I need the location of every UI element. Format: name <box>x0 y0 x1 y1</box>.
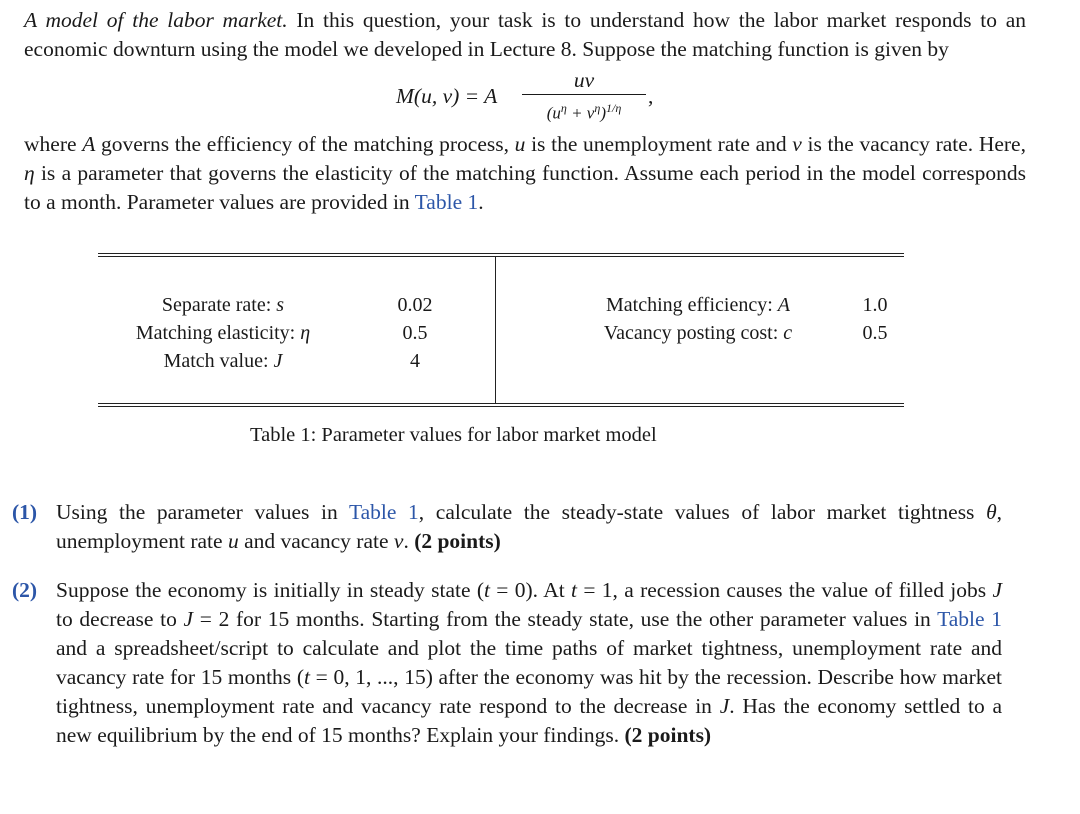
matching-function-equation <box>24 68 1026 130</box>
table-cell-value: 0.5 <box>402 322 428 344</box>
table-cell-label: Matching efficiency: A <box>605 294 790 316</box>
table-1-link[interactable]: Table 1 <box>937 607 1002 631</box>
question-text: Using the parameter values in Table 1, calculate the steady-state values of labor market tightness θ, unemployment rate u and vacancy rate v. (2 points) <box>56 500 1002 553</box>
equation-denominator: $(u^\eta + v^\eta)^{1/\eta}$ <box>546 101 622 123</box>
question-number: (1) <box>12 500 38 524</box>
table-1-link[interactable]: Table 1 <box>414 190 479 214</box>
document-page <box>24 6 1026 217</box>
table-cell-label: Match value: J <box>163 350 283 372</box>
intro-text: In this question, your task is to understand how the labor market responds to an economic downturn using the model we developed in Lecture 8. Suppose the matching function is given by <box>24 8 1026 61</box>
table-column-divider <box>495 257 496 403</box>
equation-numerator: uv <box>573 68 595 92</box>
parameter-table <box>98 253 904 411</box>
equation-comma: , <box>648 84 654 108</box>
table-cell-label: Separate rate: s <box>161 294 285 316</box>
question-number: (2) <box>12 578 38 602</box>
table-caption: Table 1: Parameter values for labor market model <box>250 424 657 446</box>
intro-paragraph <box>24 6 1026 64</box>
equation-lhs: M(u, v) = A <box>396 84 498 108</box>
table-cell-value: 1.0 <box>862 294 888 316</box>
fraction-bar <box>522 94 646 95</box>
table-bottom-rule <box>98 403 904 407</box>
equation-fraction <box>522 68 646 124</box>
points-label: (2 points) <box>414 529 501 553</box>
table-top-rule <box>98 253 904 257</box>
points-label: (2 points) <box>624 723 712 747</box>
question-text: Suppose the economy is initially in steady state (t = 0). At t = 1, a recession causes the value of filled jobs J to decrease to J = 2 for 15 months. Starting from the steady state, use the other parameter values in Table 1 and a spreadsheet/script to calculate and plot the time paths of market tightness, unemployment rate and vacancy rate for 15 months (t = 0, 1, ..., 15) after the economy was hit by the recession. Describe how market tightness, unemployment rate and vacancy rate respond to the decrease in J. Has the economy settled to a new equilibrium by the end of 15 months? Explain your findings. (2 points) <box>56 578 1002 747</box>
intro-title: A model of the labor market. <box>24 8 288 32</box>
definitions-paragraph: where A governs the efficiency of the matching process, u is the unemployment rate and v is the vacancy rate. Here, η is a parameter that governs the elasticity of the matching function. Assume each period in the model corresponds to a month. Parameter values are provided in Table 1. <box>24 132 1026 214</box>
table-cell-label: Matching elasticity: η <box>135 322 311 344</box>
table-cell-label: Vacancy posting cost: c <box>603 322 793 344</box>
table-cell-value: 4 <box>410 350 420 372</box>
table-cell-value: 0.02 <box>397 294 433 316</box>
table-cell-value: 0.5 <box>862 322 888 344</box>
table-1-link[interactable]: Table 1 <box>348 500 419 524</box>
